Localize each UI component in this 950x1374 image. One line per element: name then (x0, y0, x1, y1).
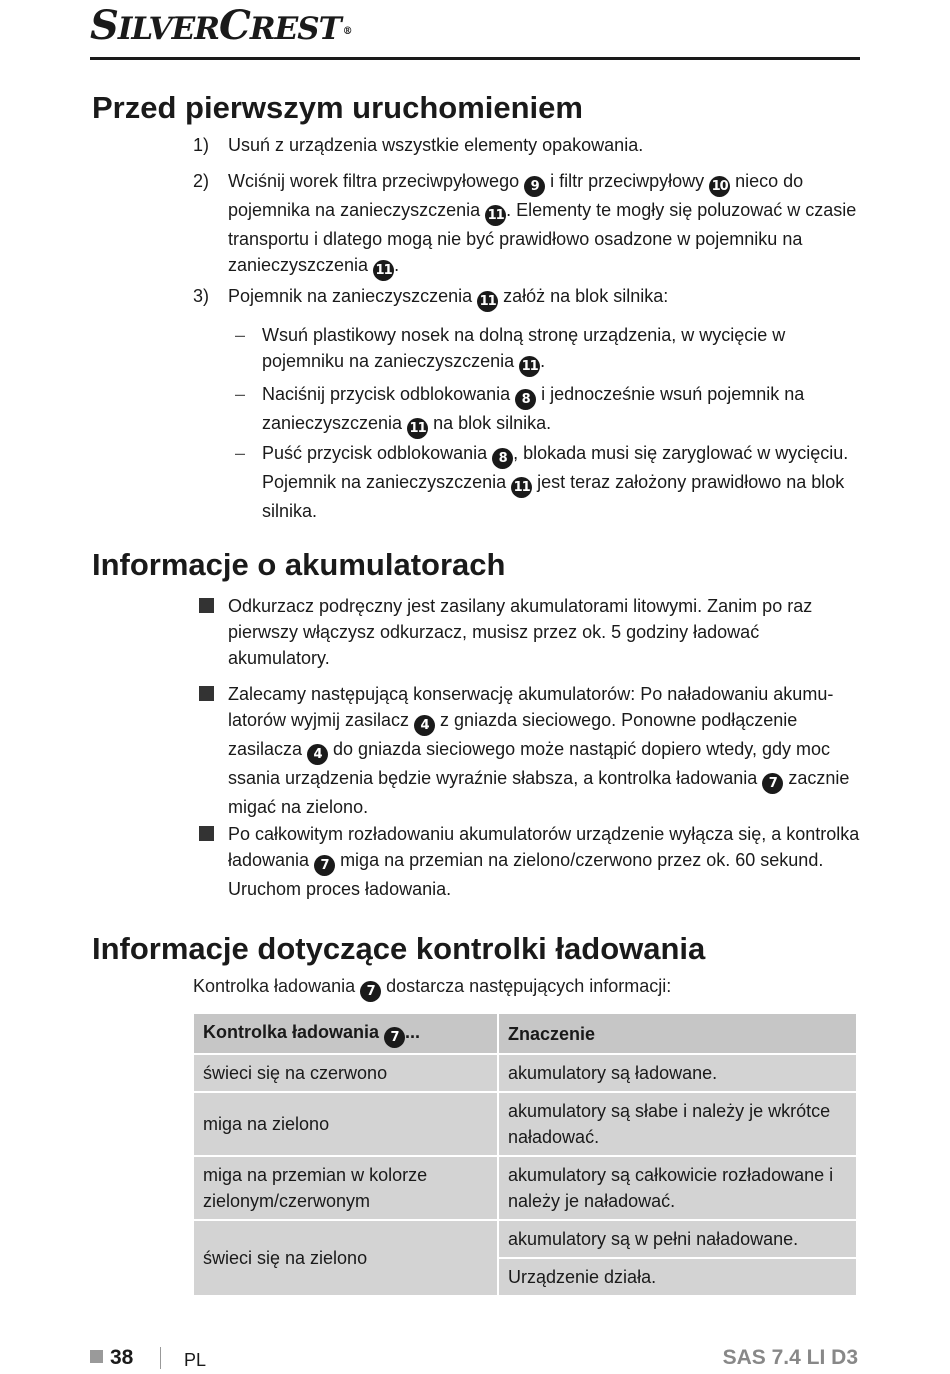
square-bullet (199, 686, 214, 701)
ref-marker: 10 (709, 176, 730, 197)
section-title-first-use: Przed pierwszym uruchomieniem (92, 90, 583, 125)
ref-marker: 11 (373, 260, 394, 281)
table-cell: świeci się na czerwono (194, 1055, 497, 1091)
ref-marker: 4 (307, 744, 328, 765)
table-cell: miga na przemian w kolorze zielonym/czerwonym (194, 1157, 497, 1219)
table-header-row (194, 1014, 856, 1053)
square-bullet (199, 826, 214, 841)
battery-bullet-2: Zalecamy następującą konserwację akumulatorów: Po naładowaniu akumu-latorów wyjmij zasilacz 4 z gniazda sieciowego. Ponowne podłączenie zasilacza 4 do gniazda sieciowego może nastąpić dopiero wtedy, gdy moc ssania urządzenia będzie wyraźnie słabsza, a kontrolka ładowania 7 zacznie migać na zielono. (228, 684, 850, 817)
ref-marker: 9 (524, 176, 545, 197)
dash-bullet: – (235, 443, 246, 463)
table-row (194, 1093, 856, 1155)
ref-marker: 7 (314, 855, 335, 876)
step-number: 2) (193, 171, 210, 191)
table-cell: świeci się na zielono (194, 1221, 497, 1295)
ref-marker: 7 (384, 1027, 405, 1048)
ref-marker: 7 (360, 981, 381, 1002)
square-bullet (199, 598, 214, 613)
table-cell: miga na zielono (194, 1093, 497, 1155)
step-2-text: Wciśnij worek filtra przeciwpyłowego 9 i filtr przeciwpyłowy 10 nieco do pojemnika na zanieczyszczenia 11 . Elementy te mogły się poluzować w czasie transportu i dlatego mogą nie być prawidłowo osadzone w pojemniku na zanieczyszczenia 11 . (228, 168, 863, 281)
substep-3-text: Puść przycisk odblokowania 8 , blokada musi się zaryglować w wycięciu. Pojemnik na zanieczyszczenia 11 jest teraz założony prawidłowo na blok silnika. (262, 443, 849, 521)
step-number: 3) (193, 286, 210, 306)
ref-marker: 11 (407, 418, 428, 439)
table-cell: akumulatory są słabe i należy je wkrótce naładować. (499, 1093, 856, 1155)
ref-marker: 11 (477, 291, 498, 312)
substep-2-text: Naciśnij przycisk odblokowania 8 i jednocześnie wsuń pojemnik na zanieczyszczenia 11 na blok silnika. (262, 381, 862, 439)
charge-intro: Kontrolka ładowania 7 dostarcza następujących informacji: (193, 973, 853, 1002)
footer-divider (160, 1347, 161, 1369)
ref-marker: 7 (762, 773, 783, 794)
ref-marker: 4 (414, 715, 435, 736)
model-number: SAS 7.4 LI D3 (722, 1346, 858, 1369)
table-row (194, 1055, 856, 1091)
step-3-text: Pojemnik na zanieczyszczenia 11 załóż na blok silnika: (228, 283, 863, 312)
table-header-meaning: Znaczenie (499, 1014, 856, 1053)
table-row (194, 1221, 856, 1257)
table-cell: akumulatory są całkowicie rozładowane i należy je naładować. (499, 1157, 856, 1219)
table-cell: akumulatory są ładowane. (499, 1055, 856, 1091)
section-title-batteries: Informacje o akumulatorach (92, 547, 506, 582)
battery-bullet-3: Po całkowitym rozładowaniu akumulatorów urządzenie wyłącza się, a kontrolka ładowania 7 miga na przemian na zielono/czerwono przez ok. 60 sekund. Uruchom proces ładowania. (228, 824, 860, 899)
section-title-charge-indicator: Informacje dotyczące kontrolki ładowania (92, 931, 706, 966)
brand-logo: SILVERCREST ® (90, 2, 352, 49)
footer-square-icon (90, 1350, 103, 1363)
dash-bullet: – (235, 325, 246, 345)
table-header-indicator: Kontrolka ładowania 7 ... (194, 1014, 497, 1053)
ref-marker: 11 (511, 477, 532, 498)
page-number: 38 (110, 1346, 134, 1369)
charge-indicator-table (192, 1012, 858, 1297)
table-row (194, 1157, 856, 1219)
language-code: PL (184, 1350, 207, 1370)
step-1-text: Usuń z urządzenia wszystkie elementy opakowania. (228, 135, 644, 155)
battery-bullet-1: Odkurzacz podręczny jest zasilany akumulatorami litowymi. Zanim po raz pierwszy włączysz odkurzacz, musisz przez ok. 5 godziny ładować akumulatory. (228, 596, 813, 668)
table-cell: akumulatory są w pełni naładowane. (499, 1221, 856, 1257)
table-cell: Urządzenie działa. (499, 1259, 856, 1295)
dash-bullet: – (235, 384, 246, 404)
substep-1-text: Wsuń plastikowy nosek na dolną stronę urządzenia, w wycięcie w pojemniku na zanieczyszczenia 11 . (262, 322, 862, 377)
ref-marker: 11 (485, 205, 506, 226)
ref-marker: 8 (515, 389, 536, 410)
ref-marker: 11 (519, 356, 540, 377)
step-number: 1) (193, 135, 210, 155)
ref-marker: 8 (492, 448, 513, 469)
header-rule (90, 57, 860, 60)
